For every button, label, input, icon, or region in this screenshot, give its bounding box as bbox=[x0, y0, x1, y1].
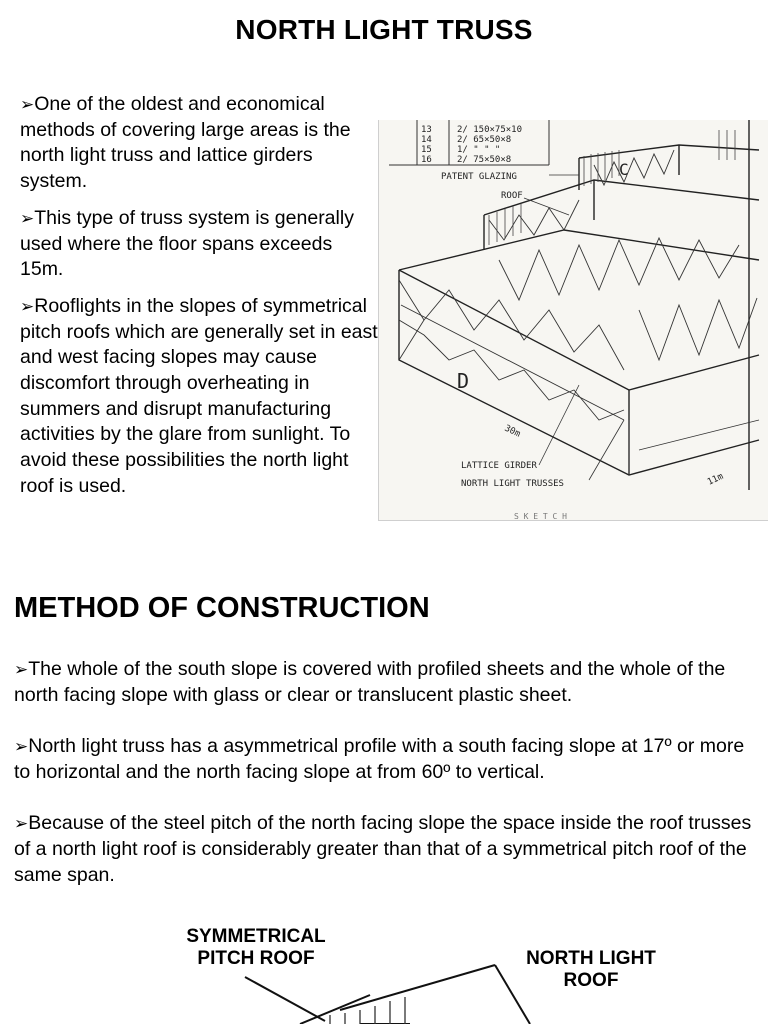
label-letter-c: C bbox=[619, 160, 629, 179]
construction-bullets bbox=[14, 657, 754, 914]
label-north-light-roof: NORTH LIGHT ROOF bbox=[526, 948, 656, 991]
table-cell: 14 bbox=[421, 135, 432, 145]
intro-bullet: ➢Rooflights in the slopes of symmetrical pitch roofs which are generally set in east and west facing slopes may cause discomfort through overheating in summers and disrupt manufacturing activities by the glare from sunlight. To avoid these possibilities the north light roof is used. bbox=[20, 294, 378, 497]
table-cell: 15 bbox=[421, 145, 432, 155]
label-lattice-girder: LATTICE GIRDER bbox=[461, 461, 537, 471]
label-letter-d: D bbox=[457, 369, 470, 393]
construction-bullet: ➢Because of the steel pitch of the north facing slope the space inside the roof trusses of a north light roof is considerably greater than that of a symmetrical pitch roof of the same span. bbox=[14, 812, 752, 886]
bullet-arrow-icon: ➢ bbox=[14, 814, 29, 834]
page-title: NORTH LIGHT TRUSS bbox=[235, 14, 533, 45]
label-dim-11m: 11m bbox=[706, 471, 726, 488]
intro-bullet: ➢This type of truss system is generally used where the floor spans exceeds 15m. bbox=[20, 206, 354, 281]
label-roof: ROOF bbox=[501, 191, 523, 201]
construction-bullet: ➢The whole of the south slope is covered with profiled sheets and the whole of the north facing slope with glass or clear or translucent plastic sheet. bbox=[14, 658, 726, 706]
intro-bullet: ➢One of the oldest and economical methods of covering large areas is the north light truss and lattice girders system. bbox=[20, 93, 351, 193]
intro-bullets bbox=[20, 92, 380, 511]
bullet-arrow-icon: ➢ bbox=[20, 296, 35, 316]
table-cell: 2/ 75×50×8 bbox=[457, 155, 512, 165]
table-cell: 1/ " " " bbox=[457, 145, 501, 155]
patent-glazing-hatching bbox=[489, 130, 735, 245]
label-north-light-trusses: NORTH LIGHT TRUSSES bbox=[461, 479, 564, 489]
truss-sketch-image bbox=[378, 120, 768, 521]
table-cell: 2/ 65×50×8 bbox=[457, 135, 512, 145]
table-cell: 2/ 150×75×10 bbox=[457, 125, 523, 135]
table-cell: 13 bbox=[421, 125, 432, 135]
construction-bullet: ➢North light truss has a asymmetrical profile with a south facing slope at 17º or more to horizontal and the north facing slope at from 60º to vertical. bbox=[14, 735, 745, 783]
label-dim-30m: 30m bbox=[502, 423, 522, 440]
label-patent-glazing: PATENT GLAZING bbox=[441, 172, 517, 182]
bullet-arrow-icon: ➢ bbox=[20, 95, 35, 114]
label-symmetrical-pitch-roof: SYMMETRICAL PITCH ROOF bbox=[186, 926, 326, 969]
bullet-arrow-icon: ➢ bbox=[14, 737, 29, 757]
section-heading: METHOD OF CONSTRUCTION bbox=[14, 592, 430, 624]
bullet-arrow-icon: ➢ bbox=[14, 660, 29, 679]
table-cell: 16 bbox=[421, 155, 432, 165]
label-sketch-caption: S K E T C H bbox=[514, 512, 567, 520]
lattice-web-members bbox=[399, 150, 759, 475]
bullet-arrow-icon: ➢ bbox=[20, 208, 35, 228]
